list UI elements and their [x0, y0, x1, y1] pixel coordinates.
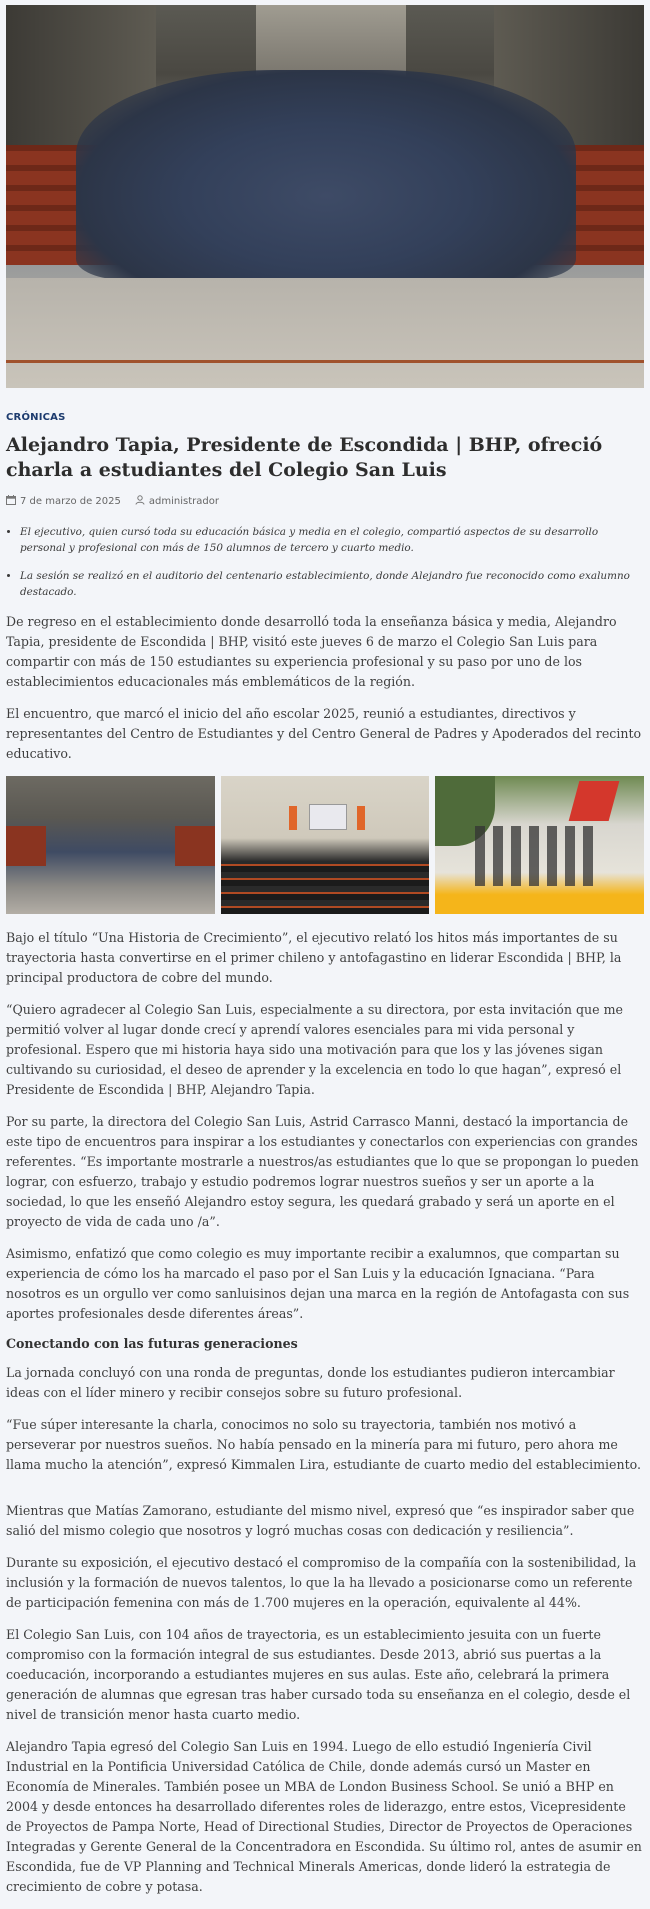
- paragraph: “Fue súper interesante la charla, conocimos no solo su trayectoria, también nos motivó a perseverar por nuestros sueños. No había pensado en la minería para mi futuro, pero ahora me llama mucho la atención”, expresó Kimmalen Lira, estudiante de cuarto medio del establecimiento.: [6, 1417, 642, 1472]
- article-author[interactable]: [135, 495, 219, 508]
- user-icon: [135, 495, 145, 508]
- gallery-photo-outdoor[interactable]: [435, 776, 644, 914]
- paragraph: Alejandro Tapia egresó del Colegio San Luis en 1994. Luego de ello estudió Ingeniería Civil Industrial en la Pontificia Universidad Católica de Chile, donde además cursó un Master en Economía de Minerales. También posee un MBA de London Business School. Se unió a BHP en 2004 y desde entonces ha desarrollado diferentes roles de liderazgo, entre estos, Vicepresidente de Proyectos de Pampa Norte, Head of Directional Studies, Director de Proyectos de Operaciones Integradas y Gerente General de la Concentradora en Escondida. Su último rol, antes de asumir en Escondida, fue de VP Planning and Technical Minerals Americas, donde lideró la estrategia de crecimiento de cobre y potasa.: [6, 1739, 642, 1894]
- date-text: 7 de marzo de 2025: [20, 496, 121, 507]
- gallery-photo-group[interactable]: [6, 776, 215, 914]
- paragraph: El encuentro, que marcó el inicio del año escolar 2025, reunió a estudiantes, directivos y representantes del Centro de Estudiantes y del Centro General de Padres y Apoderados del recinto educativo.: [6, 706, 642, 761]
- article-meta: [6, 495, 644, 508]
- article-date: [6, 495, 121, 508]
- section-subheading: Conectando con las futuras generaciones: [6, 1336, 298, 1351]
- article-container: [6, 0, 644, 1897]
- category-link[interactable]: CRÓNICAS: [6, 412, 66, 423]
- paragraph: “Quiero agradecer al Colegio San Luis, especialmente a su directora, por esta invitación que me permitió volver al lugar donde crecí y aprendí valores esenciales para mi vida personal y profesional. Espero que mi historia haya sido una motivación para que los y las jóvenes sigan cultivando su curiosidad, el deseo de aprender y la excelencia en todo lo que hagan”, expresó el Presidente de Escondida | BHP, Alejandro Tapia.: [6, 1002, 623, 1097]
- highlights-list: [6, 524, 644, 600]
- hero-photo: [6, 5, 644, 388]
- paragraph: De regreso en el establecimiento donde desarrolló toda la enseñanza básica y media, Alejandro Tapia, presidente de Escondida | BHP, visitó este jueves 6 de marzo el Colegio San Luis para compartir con más de 150 estudiantes su experiencia profesional y su paso por uno de los establecimientos educacionales más emblemáticos de la región.: [6, 614, 617, 689]
- paragraph: Durante su exposición, el ejecutivo destacó el compromiso de la compañía con la sostenibilidad, la inclusión y la formación de nuevos talentos, lo que la ha llevado a posicionarse como un referente de participación femenina con más de 1.700 mujeres en la operación, equivalente al 44%.: [6, 1555, 637, 1610]
- paragraph: Bajo el título “Una Historia de Crecimiento”, el ejecutivo relató los hitos más importantes de su trayectoria hasta convertirse en el primer chileno y antofagastino en liderar Escondida | BHP, la principal productora de cobre del mundo.: [6, 930, 622, 985]
- gallery-photo-auditorium[interactable]: [221, 776, 430, 914]
- article-title: Alejandro Tapia, Presidente de Escondida | BHP, ofreció charla a estudiantes del Colegio San Luis: [6, 434, 603, 481]
- author-text: administrador: [148, 496, 219, 507]
- paragraph: Asimismo, enfatizó que como colegio es muy importante recibir a exalumnos, que compartan su experiencia de cómo los ha marcado el paso por el San Luis y la educación Ignaciana. “Para nosotros es un orgullo ver como sanluisinos dejan una marca en la región de Antofagasta con sus aportes profesionales desde diferentes áreas”.: [6, 1246, 630, 1321]
- highlight-item: • La sesión se realizó en el auditorio del centenario establecimiento, donde Alejandro fue reconocido como exalumno destacado.: [20, 568, 644, 600]
- highlight-item: • El ejecutivo, quien cursó toda su educación básica y media en el colegio, compartió aspectos de su desarrollo personal y profesional con más de 150 alumnos de tercero y cuarto medio.: [20, 524, 644, 556]
- paragraph: Mientras que Matías Zamorano, estudiante del mismo nivel, expresó que “es inspirador saber que salió del mismo colegio que nosotros y logró muchas cosas con dedicación y resiliencia”.: [6, 1503, 635, 1538]
- article-body: [6, 612, 644, 1897]
- photo-gallery: [6, 776, 644, 914]
- paragraph: La jornada concluyó con una ronda de preguntas, donde los estudiantes pudieron intercambiar ideas con el líder minero y recibir consejos sobre su futuro profesional.: [6, 1365, 615, 1400]
- calendar-icon: [6, 495, 16, 508]
- paragraph: El Colegio San Luis, con 104 años de trayectoria, es un establecimiento jesuita con un fuerte compromiso con la formación integral de sus estudiantes. Desde 2013, abrió sus puertas a la coeducación, incorporando a estudiantes mujeres en sus aulas. Este año, celebrará la primera generación de alumnas que egresan tras haber cursado toda su enseñanza en el colegio, desde el nivel de transición menor hasta cuarto medio.: [6, 1627, 631, 1722]
- paragraph: Por su parte, la directora del Colegio San Luis, Astrid Carrasco Manni, destacó la importancia de este tipo de encuentros para inspirar a los estudiantes y conectarlos con experiencias con grandes referentes. “Es importante mostrarle a nuestros/as estudiantes que lo que se propongan lo pueden lograr, con esfuerzo, trabajo y estudio podremos lograr nuestros sueños y ser un aporte a la sociedad, lo que les enseñó Alejandro estoy segura, les quedará grabado y será un aporte en el proyecto de vida de cada uno /a”.: [6, 1114, 639, 1229]
